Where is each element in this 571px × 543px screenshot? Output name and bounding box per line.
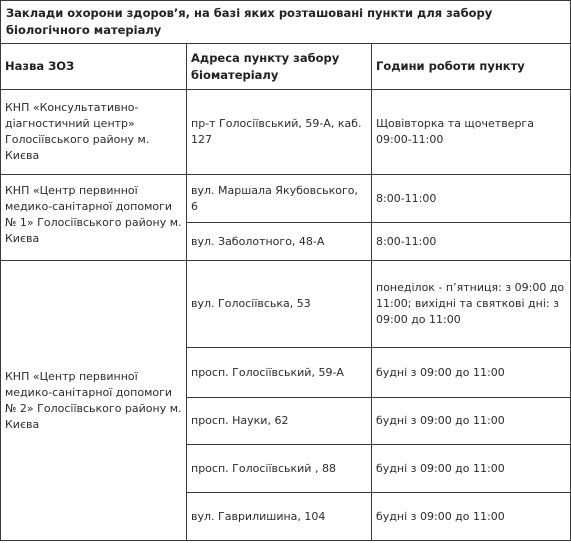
point-hours: 8:00-11:00	[372, 175, 571, 223]
point-address: вул. Маршала Якубовського, 6	[187, 175, 372, 223]
point-address: пр-т Голосіївський, 59-А, каб. 127	[187, 90, 372, 175]
header-address: Адреса пункту забору біоматеріалу	[187, 44, 372, 90]
facility-name: КНП «Консультативно-діагностичний центр» Голосіївського району м. Києва	[1, 90, 187, 175]
point-address: просп. Голосіївський , 88	[187, 445, 372, 493]
facility-name: КНП «Центр первинної медико-санітарної допомоги № 1» Голосіївського району м. Києва	[1, 175, 187, 261]
point-address: вул. Голосіївська, 53	[187, 261, 372, 348]
point-hours: будні з 09:00 до 11:00	[372, 348, 571, 398]
point-hours: Щовівторка та щочетверга 09:00-11:00	[372, 90, 571, 175]
facility-name: КНП «Центр первинної медико-санітарної допомоги № 2» Голосіївського району м. Києва	[1, 261, 187, 541]
table-row	[1, 90, 571, 175]
header-hours: Години роботи пункту	[372, 44, 571, 90]
header-row	[1, 44, 571, 90]
point-hours: будні з 09:00 до 11:00	[372, 493, 571, 541]
point-address: просп. Голосіївський, 59-А	[187, 348, 372, 398]
header-name: Назва ЗОЗ	[1, 44, 187, 90]
point-hours: будні з 09:00 до 11:00	[372, 398, 571, 445]
point-hours: понеділок - п’ятниця: з 09:00 до 11:00; вихідні та святкові дні: з 09:00 до 11:00	[372, 261, 571, 348]
table-row	[1, 175, 571, 223]
caption-row	[1, 1, 571, 44]
point-hours: 8:00-11:00	[372, 223, 571, 261]
point-hours: будні з 09:00 до 11:00	[372, 445, 571, 493]
point-address: вул. Гаврилишина, 104	[187, 493, 372, 541]
point-address: просп. Науки, 62	[187, 398, 372, 445]
table-row	[1, 261, 571, 348]
table-caption: Заклади охорони здоров’я, на базі яких розташовані пункти для забору біологічного матеріалу	[1, 1, 571, 44]
point-address: вул. Заболотного, 48-А	[187, 223, 372, 261]
